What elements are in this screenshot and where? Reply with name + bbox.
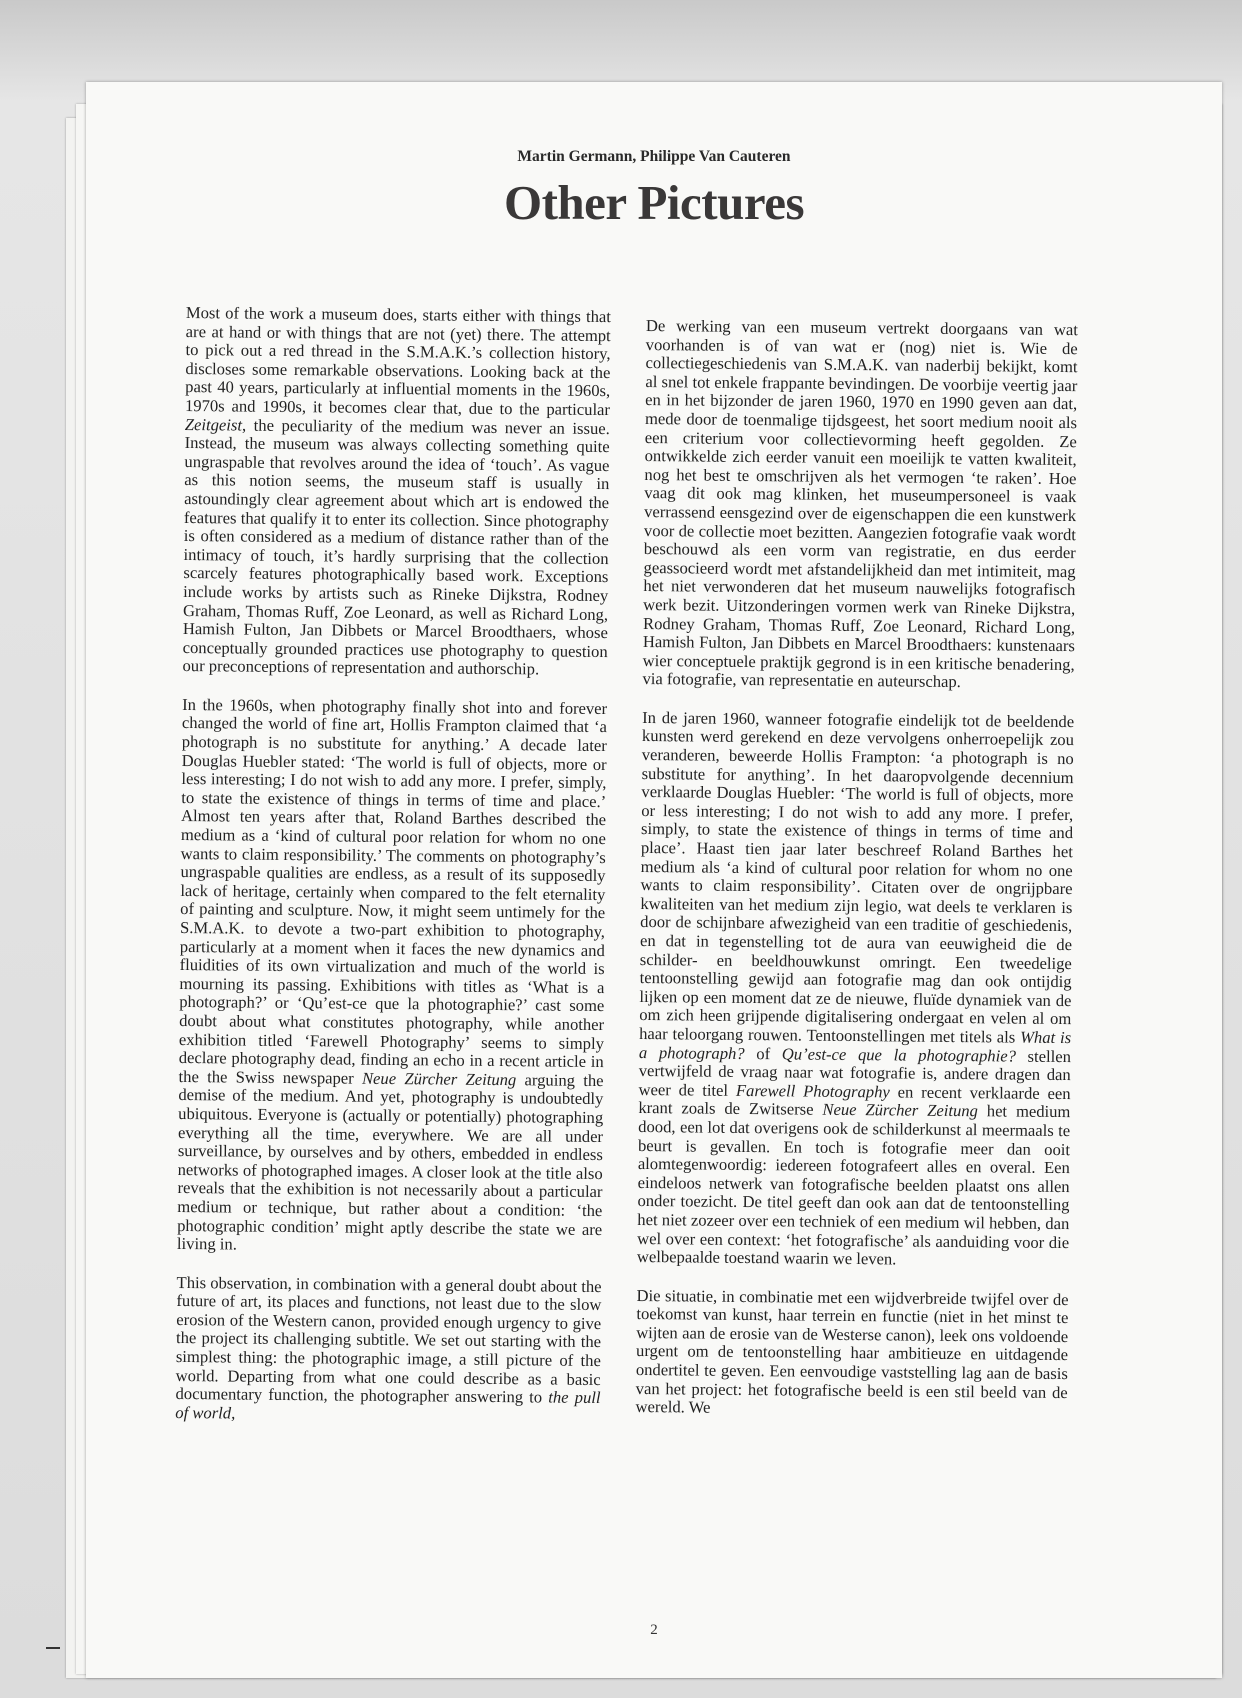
crop-mark [46,1647,60,1649]
text-run: Die situatie, in combinatie met een wijdverbreide twijfel over de toekomst van kunst, haar terrein en functie (niet in het minst te wijten aan de erosie van de Westerse canon), leek ons voldoende urgent om de tentoonstelling haar ambitieuze en uitdagende ondertitel te geven. Een eenvoudige vaststelling lag aan de basis van het project: het fotografische beeld is een stil beeld van de wereld. We [635,1285,1069,1417]
italic-text: Qu’est-ce que la photographie? [781,1043,1017,1066]
text-run: of [744,1043,782,1063]
paragraph [642,317,1078,693]
text-run: , the peculiarity of the medium was never an issue. Instead, the museum was always collecting something quite ungraspable that revolves around the idea of ‘touch’. As vague as this notion seems, the museum staff is usually in astoundingly clear agreement about which art is endowed the features that qualify it to enter its collection. Since photography is often considered as a medium of distance rather than of the intimacy of touch, it’s hardly surprising that the collection scarcely features photographically based work. Exceptions include works by artists such as Rineke Dijkstra, Rodney Graham, Thomas Ruff, Zoe Leonard, as well as Richard Long, Hamish Fulton, Jan Dibbets or Marcel Broodthaers, whose conceptually grounded practices use photography to question our preconceptions of representation and authorschip. [182,415,610,679]
text-run: arguing the demise of the medium. And yet, photography is undoubtedly ubiquitous. Everyone is (actually or potentially) photographing everything all the time, everywhere. We are all under surveillance, by ourselves and by others, embedded in endless networks of photographed images. A closer look at the title also reveals that the exhibition is not necessarily about a particular medium or technique, but rather about a condition: ‘the photographic condition’ might aptly describe the state we are living in. [176,1069,604,1254]
italic-text: Zeitgeist [184,414,243,435]
text-run: Most of the work a museum does, starts either with things that are at hand or with things that are not (yet) there. The attempt to pick out a red thread in the S.M.A.K.’s collection history, discloses some remarkable observations. Looking back at the past 40 years, particularly at influential moments in the 1960s, 1970s and 1990s, it becomes clear that, due to the particular [184,303,611,420]
italic-text: What is a photograph? [638,1027,1072,1063]
italic-text: Farewell Photography [735,1080,890,1102]
text-run: In de jaren 1960, wanneer fotografie eindelijk tot de beeldende kunsten werd gerekend en deze vervolgens onherroepelijk zou veranderen, beweerde Hollis Frampton: ‘a photograph is no substitute for anything’. In het daaropvolgende decennium verklaarde Douglas Huebler: ‘The world is full of objects, more or less interesting; I do not wish to add any more. I prefer, simply, to state the existence of things in terms of time and place’. Haast tien jaar later beschreef Roland Barthes het medium als ‘a kind of cultural poor relation for whom no one wants to claim responsibility’. Citaten over de ongrijpbare kwaliteiten van het medium zijn legio, wat deels te verklaren is door de schijnbare afwezigheid van een traditie of geschiedenis, en dat in tegenstelling tot de aura van eeuwigheid die de schilder- en beeldhouwkunst omringt. Een tweedelige tentoonstelling gewijd aan fotografie mag dan ook ontijdig lijken op een moment dat ze de nieuwe, fluïde dynamiek van de om zich heen grijpende digitalisering ondergaat en velen al om haar teloorgang rouwen. Tentoonstellingen met titels als [639,707,1075,1047]
dutch-column [635,317,1078,1441]
paragraph [175,1274,601,1427]
paragraph [637,709,1074,1271]
text-run: stellen vertwijfeld de vraag naar wat fotografie is, andere dragen dan weer de titel [638,1046,1072,1100]
text-run: en recent verklaarde een krant zoals de Zwitserse [638,1082,1071,1120]
text-run: In the 1960s, when photography finally shot into and forever changed the world of fine art, Hollis Frampton claimed that ‘a photograph is no substitute for anything.’ A decade later Douglas Huebler stated: ‘The world is full of objects, more or less interesting; I do not wish to add any more. I prefer, simply, to state the existence of things in terms of time and place.’ Almost ten years after that, Roland Barthes described the medium as a ‘kind of cultural poor relation for whom no one wants to claim responsibility.’ The comments on photography’s ungraspable qualities are endless, as a result of its supposedly lack of heritage, certainly when compared to the felt eternality of painting and sculpture. Now, it might seem untimely for the S.M.A.K. to devote a two-part exhibition to photography, particularly at a moment when it faces the new dynamics and fluidities of its own virtualization and much of the world is mourning its passing. Exhibitions with titles as ‘What is a photograph?’ or ‘Qu’est-ce que la photographie?’ cast some doubt about what constitutes photography, while another exhibition titled ‘Farewell Photography’ seems to simply declare photography dead, finding an echo in a recent article in the the Swiss newspaper [178,694,608,1088]
text-run: This observation, in combination with a general doubt about the future of art, its places and functions, not least due to the slow erosion of the Western canon, provided enough urgency to give the project its challenging subtitle. We set out starting with the simplest thing: the photographic image, a still picture of the world. Departing from what one could describe as a basic documentary function, the photographer answering to [175,1272,602,1407]
paragraph [635,1287,1068,1421]
italic-text: the pull of world, [175,1387,601,1423]
page-number: 2 [650,1622,658,1638]
english-column [175,304,611,1446]
paragraph [177,696,607,1258]
text-run: het medium dood, een lot dat overigens ook de schilderkunst al meermaals te beurt is gevallen. En toch is fotografie meer dan ooit alomtegenwoordig: iedereen fotografeert alles en overal. Een eindeloos netwerk van fotografische beelden plaatst ons allen onder toezicht. De titel geeft dan ook aan dat de tentoonstelling het niet zozeer over een techniek of een medium wil hebben, dan wel over een context: ‘het fotografische’ als aanduiding voor die welbepaalde toestand waarin we leven. [636,1101,1071,1269]
italic-text: Neue Zürcher Zeitung [822,1100,978,1121]
paragraph [182,304,611,680]
author-byline: Martin Germann, Philippe Van Cauteren [517,148,791,165]
italic-text: Neue Zürcher Zeitung [361,1068,517,1089]
document-page [86,82,1222,1678]
article-title: Other Pictures [503,175,805,230]
text-run: De werking van een museum vertrekt doorgaans van wat voorhanden is of van wat er (nog) niet is. Wie de collectiegeschiedenis van S.M.A.K. van naderbij bekijkt, komt al snel tot enkele frappante bevindingen. De voorbije veertig jaar en in het bijzonder de jaren 1960, 1970 en 1990 geven aan dat, mede door de toenmalige tijdsgeest, het soort medium nooit als een criterium voor collectievorming heeft gegolden. Ze ontwikkelde zich eerder vanuit een moeilijk te vatten kwaliteit, nog het best te omschrijven als het vermogen ‘te raken’. Hoe vaag dit ook mag klinken, het museumpersoneel is vaak verrassend eensgezind over de eigenschappen die een kunstwerk voor de collectie moet bezitten. Aangezien fotografie vaak wordt beschouwd als een vorm van registratie, en dus eerder geassocieerd wordt met afstandelijkheid dan met intimiteit, mag het niet verwonderen dat het museum nauwelijks fotografisch werk bezit. Uitzonderingen vormen werk van Rineke Dijkstra, Rodney Graham, Thomas Ruff, Zoe Leonard, Richard Long, Hamish Fulton, Jan Dibbets en Marcel Broodthaers: kunstenaars wier conceptuele praktijk gegrond is in een kritische benadering, via fotografie, van representatie en auteurschap. [642,316,1078,692]
